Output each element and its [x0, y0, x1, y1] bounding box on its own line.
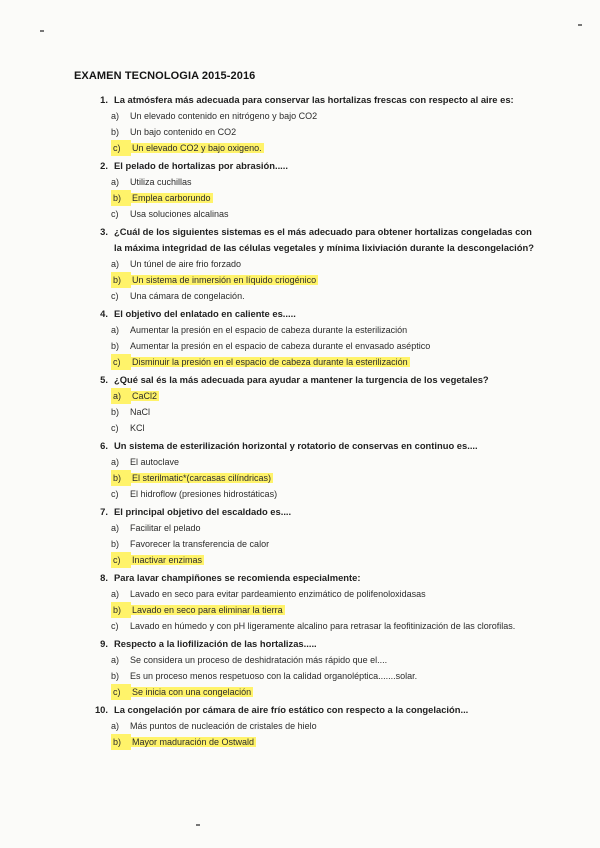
option-text-highlighted: Un elevado CO2 y bajo oxigeno. [132, 143, 262, 153]
question-number: 2. [100, 160, 108, 171]
question-item [74, 92, 534, 156]
question-number: 9. [100, 638, 108, 649]
question-item [74, 306, 534, 370]
option-letter: a) [111, 655, 120, 665]
option-letter: c) [111, 552, 131, 568]
answer-option-highlighted [74, 388, 534, 404]
option-letter: b) [111, 190, 131, 206]
question-item [74, 504, 534, 568]
question-text: La atmósfera más adecuada para conservar las hortalizas frescas con respecto al aire es: [114, 94, 514, 105]
answer-option [74, 668, 534, 684]
option-text: Usa soluciones alcalinas [130, 209, 229, 219]
option-text: Lavado en húmedo y con pH ligeramente alcalino para retrasar la feofitinización de las clorofilas. [130, 621, 516, 631]
option-letter: c) [111, 684, 131, 700]
answer-option-highlighted [74, 354, 534, 370]
answer-option [74, 454, 534, 470]
option-text: NaCl [130, 407, 151, 417]
question-number: 3. [100, 226, 108, 237]
option-letter: b) [111, 470, 131, 486]
scan-speck [196, 824, 200, 826]
question-number: 10. [94, 704, 108, 715]
answer-option-highlighted [74, 190, 534, 206]
question-text: El principal objetivo del escaldado es.... [114, 506, 292, 517]
answer-option-highlighted [74, 552, 534, 568]
question-number: 6. [100, 440, 108, 451]
option-text: Se considera un proceso de deshidratación más rápido que el.... [130, 655, 388, 665]
option-text: KCl [130, 423, 145, 433]
question-number: 7. [100, 506, 108, 517]
option-letter: c) [111, 423, 119, 433]
option-letter: b) [111, 127, 120, 137]
option-text-highlighted: Un sistema de inmersión en líquido criogénico [132, 275, 317, 285]
answer-option [74, 718, 534, 734]
option-letter: b) [111, 734, 131, 750]
option-text: Un bajo contenido en CO2 [130, 127, 237, 137]
option-text: El autoclave [130, 457, 180, 467]
question-number: 4. [100, 308, 108, 319]
answer-option [74, 108, 534, 124]
option-text: Más puntos de nucleación de cristales de hielo [130, 721, 317, 731]
question-text: El objetivo del enlatado en caliente es..... [114, 308, 296, 319]
option-text-highlighted: El sterilmatic*(carcasas cilíndricas) [132, 473, 272, 483]
option-text: Una cámara de congelación. [130, 291, 245, 301]
option-letter: b) [111, 602, 131, 618]
answer-option [74, 338, 534, 354]
option-text-highlighted: Emplea carborundo [132, 193, 211, 203]
option-text: Favorecer la transferencia de calor [130, 539, 270, 549]
answer-option [74, 652, 534, 668]
answer-option-highlighted [74, 470, 534, 486]
answer-option [74, 124, 534, 140]
answer-option [74, 404, 534, 420]
option-text: Es un proceso menos respetuoso con la calidad organoléptica.......solar. [130, 671, 418, 681]
option-letter: b) [111, 671, 120, 681]
answer-option-highlighted [74, 684, 534, 700]
question-text: Un sistema de esterilización horizontal y rotatorio de conservas en continuo es.... [114, 440, 478, 451]
answer-option [74, 520, 534, 536]
option-letter: a) [111, 721, 120, 731]
option-text-highlighted: CaCl2 [132, 391, 158, 401]
exam-title: EXAMEN TECNOLOGIA 2015-2016 [74, 70, 256, 82]
answer-option [74, 322, 534, 338]
option-letter: a) [111, 111, 120, 121]
question-number: 8. [100, 572, 108, 583]
option-text-highlighted: Mayor maduración de Ostwald [132, 737, 255, 747]
option-letter: b) [111, 341, 120, 351]
option-letter: c) [111, 140, 131, 156]
option-letter: b) [111, 539, 120, 549]
answer-option-highlighted [74, 272, 534, 288]
question-item [74, 372, 534, 436]
option-letter: a) [111, 259, 120, 269]
answer-option-highlighted [74, 734, 534, 750]
option-text-highlighted: Inactivar enzimas [132, 555, 203, 565]
answer-option [74, 288, 534, 304]
question-text: La congelación por cámara de aire frío estático con respecto a la congelación... [114, 704, 469, 715]
option-letter: a) [111, 325, 120, 335]
question-number: 5. [100, 374, 108, 385]
option-text: Aumentar la presión en el espacio de cabeza durante la esterilización [130, 325, 408, 335]
question-text: Para lavar champiñones se recomienda especialmente: [114, 572, 361, 583]
answer-option [74, 618, 534, 634]
question-number: 1. [100, 94, 108, 105]
option-text-highlighted: Lavado en seco para eliminar la tierra [132, 605, 283, 615]
question-item [74, 570, 534, 634]
question-item [74, 636, 534, 700]
option-text: Aumentar la presión en el espacio de cabeza durante el envasado aséptico [130, 341, 431, 351]
answer-option-highlighted [74, 602, 534, 618]
option-letter: c) [111, 621, 119, 631]
option-letter: c) [111, 291, 119, 301]
scan-speck [40, 30, 44, 32]
option-letter: a) [111, 523, 120, 533]
scan-speck [578, 24, 582, 26]
question-text: El pelado de hortalizas por abrasión..... [114, 160, 288, 171]
answer-option [74, 536, 534, 552]
option-text-highlighted: Disminuir la presión en el espacio de cabeza durante la esterilización [132, 357, 408, 367]
option-text: Facilitar el pelado [130, 523, 201, 533]
answer-option [74, 420, 534, 436]
option-text: Lavado en seco para evitar pardeamiento enzimático de polifenoloxidasas [130, 589, 426, 599]
option-letter: b) [111, 272, 131, 288]
option-letter: a) [111, 457, 120, 467]
option-letter: a) [111, 388, 131, 404]
question-item [74, 158, 534, 222]
option-letter: a) [111, 589, 120, 599]
option-text-highlighted: Se inicia con una congelación [132, 687, 252, 697]
option-text: Utiliza cuchillas [130, 177, 192, 187]
answer-option [74, 174, 534, 190]
option-text: Un elevado contenido en nitrógeno y bajo CO2 [130, 111, 318, 121]
answer-option [74, 256, 534, 272]
question-item [74, 224, 534, 304]
answer-option [74, 586, 534, 602]
question-text: Respecto a la liofilización de las hortalizas..... [114, 638, 317, 649]
option-text: El hidroflow (presiones hidrostáticas) [130, 489, 278, 499]
option-text: Un túnel de aire frio forzado [130, 259, 242, 269]
answer-option-highlighted [74, 140, 534, 156]
option-letter: b) [111, 407, 120, 417]
question-list [74, 92, 534, 752]
question-text: ¿Cuál de los siguientes sistemas es el más adecuado para obtener hortalizas congeladas con la máxima integridad de las células vegetales y mínima lixiviación durante la descongelación? [114, 226, 534, 253]
option-letter: c) [111, 209, 119, 219]
option-letter: c) [111, 489, 119, 499]
question-item [74, 438, 534, 502]
option-letter: c) [111, 354, 131, 370]
option-letter: a) [111, 177, 120, 187]
question-text: ¿Qué sal és la más adecuada para ayudar a mantener la turgencia de los vegetales? [114, 374, 489, 385]
answer-option [74, 486, 534, 502]
question-item [74, 702, 534, 750]
answer-option [74, 206, 534, 222]
